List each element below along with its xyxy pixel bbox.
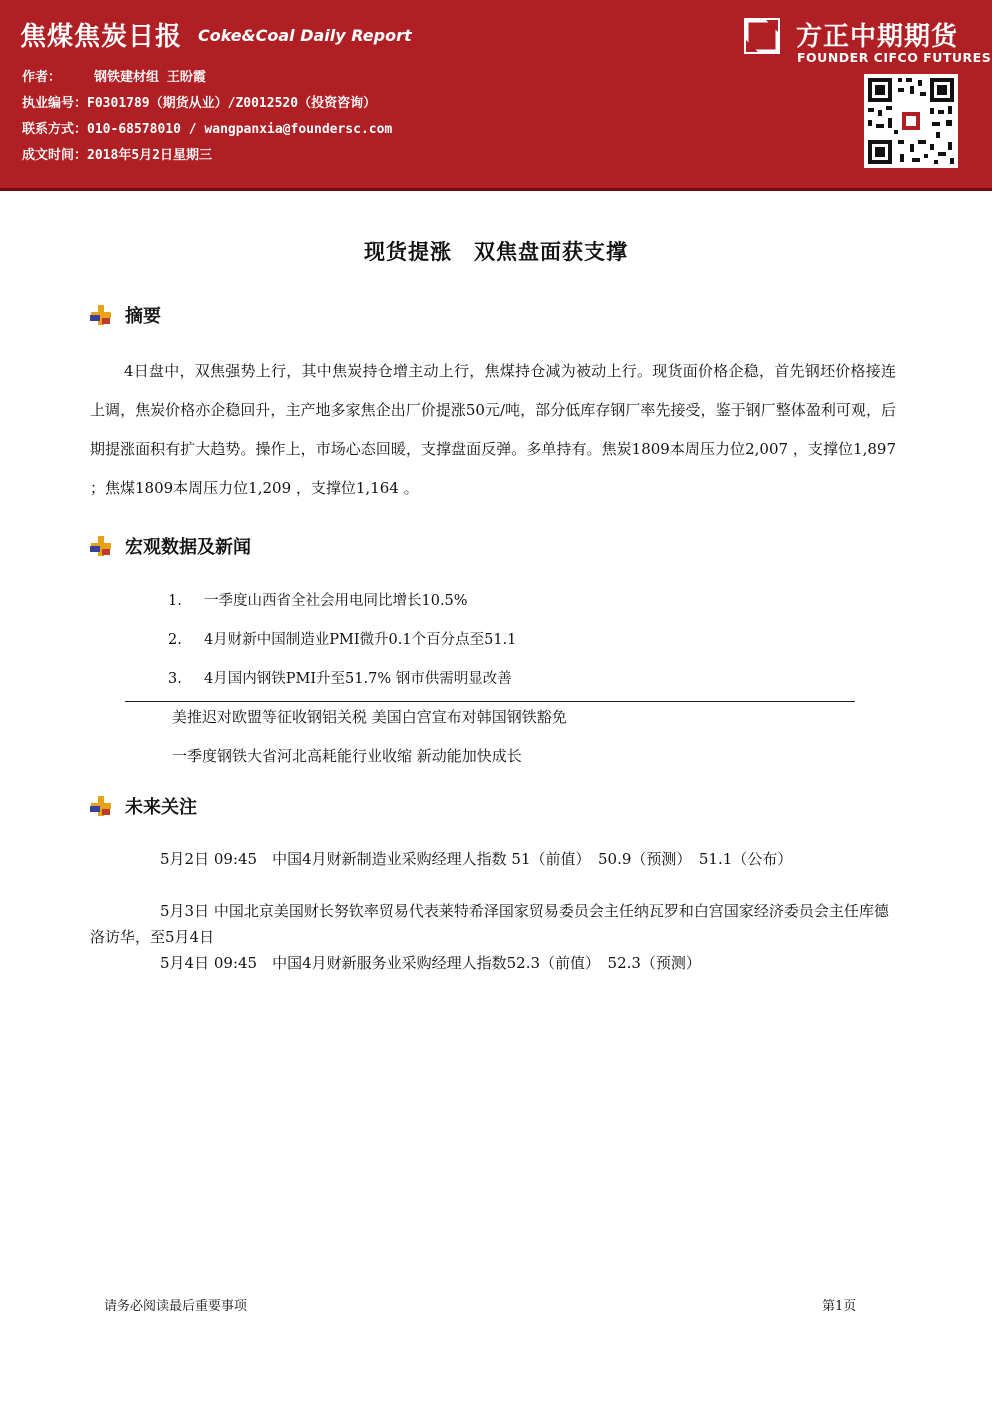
company-name-cn: 方正中期期货	[796, 22, 959, 52]
list-number: 1.	[168, 593, 182, 609]
meta-author	[22, 66, 206, 85]
meta-contact-value: 010-68578010 / wangpanxia@foundersc.com	[87, 122, 393, 137]
report-subtitle: Coke&Coal Daily Report	[198, 26, 412, 45]
footer-notice: 请务必阅读最后重要事项	[104, 1299, 248, 1314]
meta-license-value: F0301789（期货从业）/Z0012520（投资咨询）	[87, 96, 377, 111]
meta-contact-label: 联系方式：	[22, 122, 88, 137]
list-text: 4月国内钢铁PMI升至51.7% 钢市供需明显改善	[204, 671, 512, 687]
meta-date-value: 2018年5月2日星期三	[87, 148, 212, 163]
section-bullet-icon	[90, 535, 112, 557]
meta-contact	[22, 118, 392, 137]
section-macro-label: 宏观数据及新闻	[125, 537, 251, 558]
summary-paragraph: 4日盘中，双焦强势上行，其中焦炭持仓增主动上行，焦煤持仓减为被动上行。现货面价格企稳，首先钢坯价格接连上调，焦炭价格亦企稳回升，主产地多家焦企出厂价提涨50元/吨，部分低库存钢厂率先接受，鉴于钢厂整体盈利可观，后期提涨面积有扩大趋势。操作上，市场心态回暖，支撑盘面反弹。多单持有。焦炭1809本周压力位2,007 ，支撑位1,897 ；焦煤1809本周压力位1,209 ，支撑位1,164 。	[90, 362, 896, 497]
future-event: 5月3日 中国北京美国财长努钦率贸易代表莱特希泽国家贸易委员会主任纳瓦罗和白宫国家经济委员会主任库德洛访华，至5月4日	[90, 902, 889, 946]
list-number: 3.	[168, 671, 182, 687]
founder-logo-icon	[744, 18, 780, 54]
macro-list-item	[168, 628, 516, 649]
future-event: 5月2日 09:45 中国4月财新制造业采购经理人指数 51（前值） 50.9（预测） 51.1（公布）	[160, 850, 793, 868]
future-event: 5月4日 09:45 中国4月财新服务业采购经理人指数52.3（前值） 52.3（预测）	[160, 954, 701, 972]
qr-code-icon	[864, 74, 958, 168]
meta-date	[22, 144, 212, 163]
report-header	[0, 0, 992, 188]
section-summary-label: 摘要	[125, 306, 161, 327]
news-item: 美推迟对欧盟等征收钢铝关税 美国白宫宣布对韩国钢铁豁免	[172, 708, 567, 726]
meta-license	[22, 92, 376, 111]
header-divider	[0, 188, 992, 191]
meta-author-label: 作者：	[22, 70, 62, 85]
report-title: 焦煤焦炭日报	[20, 22, 183, 52]
macro-list-item	[168, 589, 468, 610]
news-item: 一季度钢铁大省河北高耗能行业收缩 新动能加快成长	[172, 747, 522, 765]
footer-page-number: 第1页	[822, 1299, 857, 1314]
list-text: 4月财新中国制造业PMI微升0.1个百分点至51.1	[204, 632, 517, 648]
list-number: 2.	[168, 632, 182, 648]
meta-license-label: 执业编号：	[22, 96, 88, 111]
meta-author-value: 钢铁建材组 王盼霞	[94, 70, 206, 85]
section-bullet-icon	[90, 304, 112, 326]
document-title: 现货提涨 双焦盘面获支撑	[364, 239, 628, 264]
list-text: 一季度山西省全社会用电同比增长10.5%	[204, 593, 468, 609]
section-future-label: 未来关注	[125, 797, 197, 818]
meta-date-label: 成文时间：	[22, 148, 88, 163]
company-name-en: FOUNDER CIFCO FUTURES	[797, 50, 992, 65]
section-bullet-icon	[90, 795, 112, 817]
macro-divider	[125, 701, 855, 702]
macro-list-item	[168, 667, 512, 688]
